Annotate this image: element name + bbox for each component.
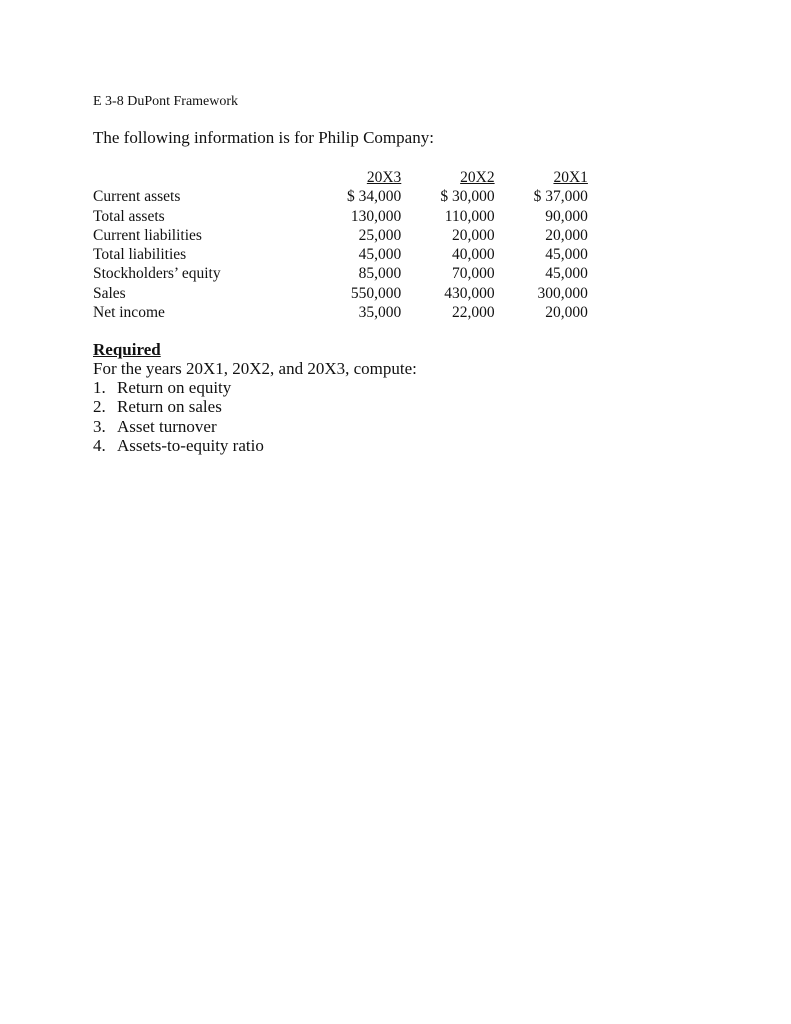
table-row — [93, 245, 588, 264]
header-year — [308, 168, 401, 187]
required-list — [93, 378, 417, 455]
header-year — [401, 168, 494, 187]
list-item-text: Return on equity — [117, 378, 232, 397]
year-label: 20X3 — [366, 169, 402, 186]
header-year — [495, 168, 588, 187]
cell-value: 85,000 — [358, 265, 402, 283]
row-label: Total assets — [93, 207, 165, 225]
intro-text: The following information is for Philip Company: — [93, 128, 434, 147]
list-item-number: 4. — [93, 435, 106, 455]
row-label: Net income — [93, 304, 165, 322]
list-item — [93, 417, 417, 436]
table-row — [93, 226, 588, 245]
list-item — [93, 378, 417, 397]
list-item-number: 3. — [93, 416, 106, 436]
cell-value: 20,000 — [451, 226, 495, 244]
document-title: E 3-8 DuPont Framework — [93, 94, 239, 109]
year-label: 20X2 — [460, 169, 495, 186]
row-label: Current assets — [93, 188, 181, 206]
required-section — [93, 340, 417, 455]
list-item — [93, 397, 417, 416]
year-label: 20X1 — [553, 169, 588, 186]
cell-value: 550,000 — [350, 284, 402, 302]
cell-value: $ 37,000 — [533, 188, 588, 206]
cell-value: $ 30,000 — [440, 188, 495, 206]
list-item-number: 2. — [93, 397, 106, 417]
cell-value: 70,000 — [451, 265, 495, 283]
cell-value: $ 34,000 — [347, 188, 402, 206]
list-item-text: Return on sales — [117, 397, 222, 417]
cell-value: 45,000 — [358, 246, 402, 264]
cell-value: 45,000 — [545, 246, 588, 264]
table-row — [93, 264, 588, 283]
cell-value: 45,000 — [545, 265, 588, 283]
header-blank — [93, 168, 308, 187]
cell-value: 25,000 — [358, 226, 402, 244]
table-row — [93, 303, 588, 322]
cell-value: 20,000 — [545, 226, 588, 244]
cell-value: 300,000 — [537, 284, 588, 302]
row-label: Sales — [93, 284, 126, 302]
table-row — [93, 187, 588, 206]
cell-value: 22,000 — [451, 304, 495, 322]
list-item — [93, 436, 417, 455]
cell-value: 130,000 — [350, 207, 402, 225]
cell-value: 40,000 — [451, 246, 495, 264]
cell-value: 20,000 — [545, 304, 588, 322]
cell-value: 35,000 — [358, 304, 402, 322]
cell-value: 430,000 — [444, 284, 495, 302]
list-item-text: Assets-to-equity ratio — [117, 435, 264, 455]
table-row — [93, 207, 588, 226]
list-item-text: Asset turnover — [117, 416, 217, 436]
cell-value: 90,000 — [545, 207, 588, 225]
row-label: Total liabilities — [93, 246, 187, 264]
financial-data-table — [93, 168, 588, 322]
row-label: Current liabilities — [93, 226, 202, 244]
list-item-number: 1. — [93, 378, 106, 397]
table-row — [93, 284, 588, 303]
required-instructions: For the years 20X1, 20X2, and 20X3, compute: — [93, 359, 417, 378]
table-header-row — [93, 168, 588, 187]
required-heading: Required — [93, 340, 161, 359]
cell-value: 110,000 — [444, 207, 495, 225]
row-label: Stockholders’ equity — [93, 265, 221, 283]
